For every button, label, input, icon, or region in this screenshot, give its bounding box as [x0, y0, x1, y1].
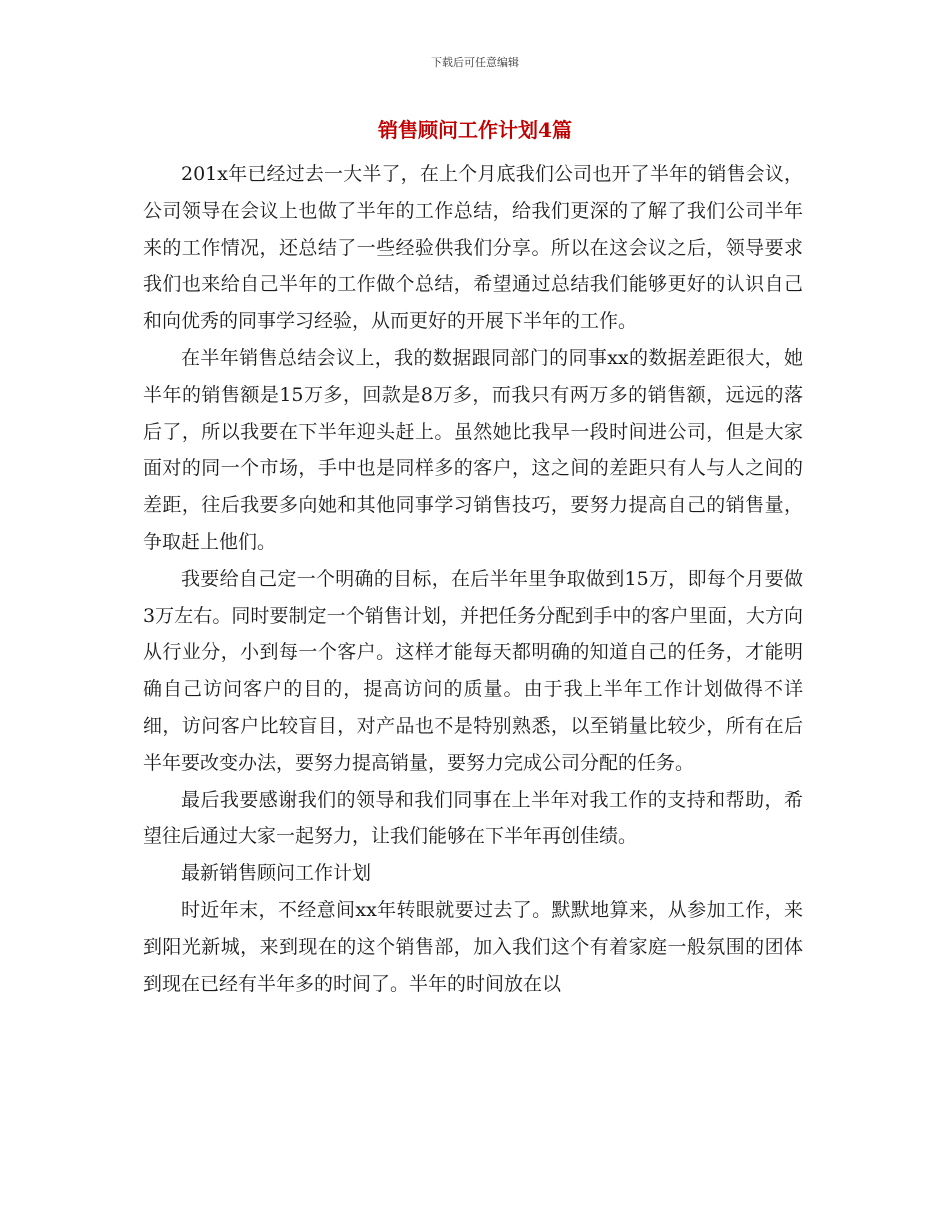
paragraph-1: 201x年已经过去一大半了，在上个月底我们公司也开了半年的销售会议，公司领导在会议上也做了半年的工作总结，给我们更深的了解了我们公司半年来的工作情况，还总结了一些经验供我们分享。所以在这会议之后，领导要求我们也来给自己半年的工作做个总结，希望通过总结我们能够更好的认识自己和向优秀的同事学习经验，从而更好的开展下半年的工作。: [143, 163, 803, 333]
header-note: 下载后可任意编辑: [431, 56, 519, 69]
paragraph-2: 在半年销售总结会议上，我的数据跟同部门的同事xx的数据差距很大，她半年的销售额是15万多，回款是8万多，而我只有两万多的销售额，远远的落后了，所以我要在下半年迎头赶上。虽然她比我早一段时间进公司，但是大家面对的同一个市场，手中也是同样多的客户，这之间的差距只有人与人之间的差距，往后我要多向她和其他同事学习销售技巧，要努力提高自己的销售量，争取赶上他们。: [143, 346, 803, 553]
paragraph-4: 最后我要感谢我们的领导和我们同事在上半年对我工作的支持和帮助，希望往后通过大家一起努力，让我们能够在下半年再创佳绩。: [143, 788, 803, 848]
document-title: 销售顾问工作计划4篇: [378, 118, 572, 142]
section-heading: 最新销售顾问工作计划: [181, 862, 372, 885]
paragraph-3: 我要给自己定一个明确的目标，在后半年里争取做到15万，即每个月要做3万左右。同时要制定一个销售计划，并把任务分配到手中的客户里面，大方向从行业分，小到每一个客户。这样才能每天都明确的知道自己的任务，才能明确自己访问客户的目的，提高访问的质量。由于我上半年工作计划做得不详细，访问客户比较盲目，对产品也不是特别熟悉，以至销量比较少，所有在后半年要改变办法，要努力提高销量，要努力完成公司分配的任务。: [143, 567, 803, 774]
paragraph-5: 时近年末，不经意间xx年转眼就要过去了。默默地算来，从参加工作，来到阳光新城，来到现在的这个销售部，加入我们这个有着家庭一般氛围的团体到现在已经有半年多的时间了。半年的时间放在以: [143, 898, 803, 995]
document-body: [143, 156, 803, 1002]
